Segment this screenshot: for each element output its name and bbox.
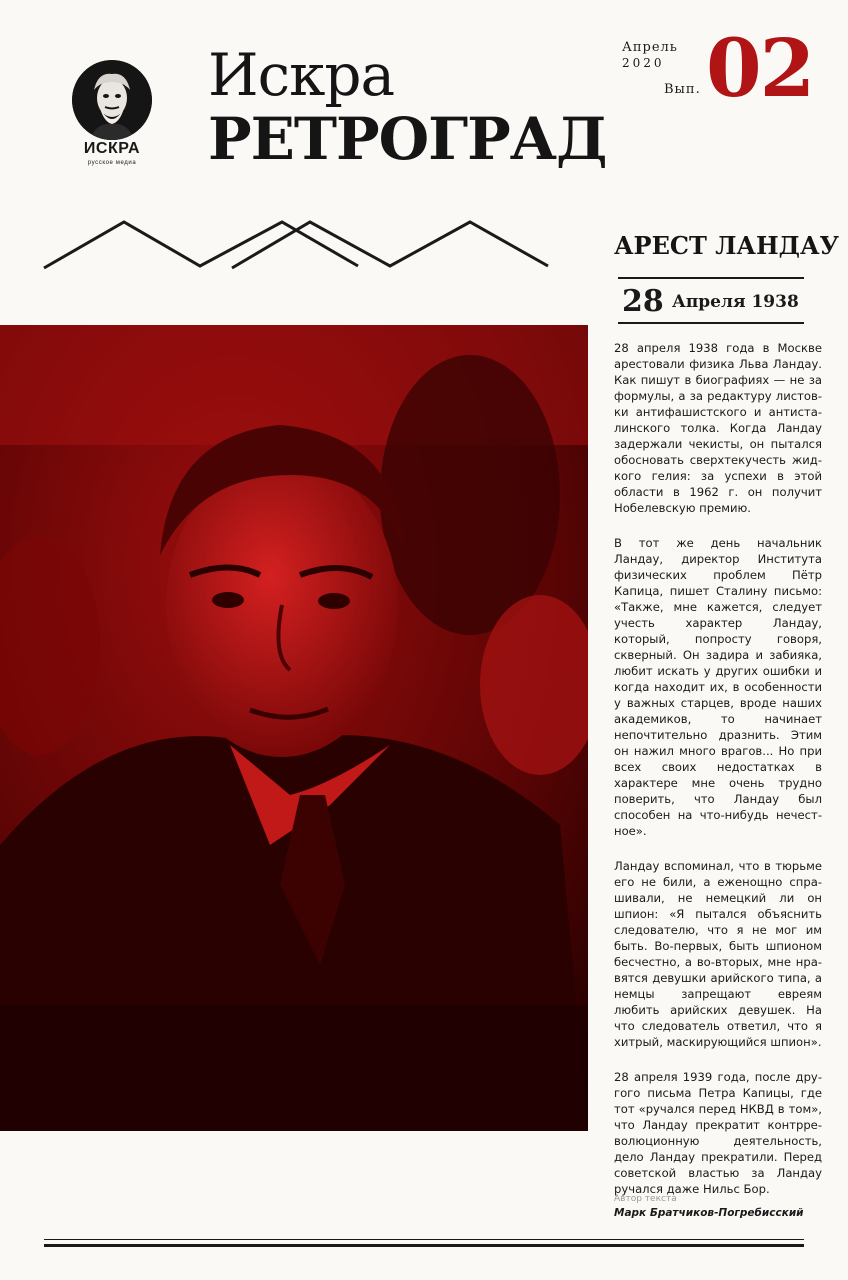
article-photo (0, 325, 588, 1131)
masthead-title-line2: РЕТРОГРАД (208, 105, 607, 173)
author-label: Автор текста (614, 1194, 677, 1204)
footer-rule-thin (44, 1239, 804, 1240)
logo-wordmark: ИСКРА (83, 140, 141, 157)
zigzag-ornament (40, 210, 560, 280)
masthead-title-line1: Искра (208, 41, 395, 109)
logo-tagline: русское медиа (87, 160, 137, 166)
issue-label: Вып. (664, 82, 701, 97)
logo-emblem (72, 60, 152, 140)
issue-year: 2020 (622, 56, 665, 70)
issue-number: 02 (706, 21, 814, 115)
headline-rule-top (618, 277, 804, 279)
footer-rule-thick (44, 1244, 804, 1247)
author-name: Марк Братчиков-Погребисский (614, 1207, 804, 1219)
article-paragraph: Ландау вспоминал, что в тюрьме его не били, а еженощно спрашивали, не немецкий ли он шпион: «Я пытался объяснить следователю, что я не мог им быть. Во-первых, быть шпионом бесчестно, а во-вторых, мне нравятся девушки арийского типа, а немцы запрещают евреям любить арийских девушек. На что следователь ответил, что я хитрый, маскирующийся шпион». (614, 859, 822, 1049)
article-paragraph: 28 апреля 1939 года, после другого письма Петра Капицы, где тот «ручался перед НКВД в том», что Ландау прекратит контрреволюционную деятельность, дело Ландау прекратили. Перед советской властью за Ландау ручался даже Нильс Бор. (614, 1070, 822, 1196)
article-paragraph: 28 апреля 1938 года в Москве арестовали физика Льва Ландау. Как пишут в биографиях — не за формулы, а за редактуру листовки антифашистского и антисталинского толка. Когда Ландау задержали чекисты, он пытался обосновать сверхтекучесть жидкого гелия: за успехи в этой области в 1962 г. он получит Нобелевскую премию. (614, 341, 822, 515)
article-date-day: 28 (622, 284, 664, 319)
headline-rule-bottom (618, 322, 804, 324)
portrait-icon (72, 60, 152, 140)
article-paragraph: В тот же день начальник Ландау, директор Института физических проблем Пётр Капица, пишет Сталину письмо: «Также, мне кажется, следует учесть характер Ландау, который, попросту говоря, скверный. Он задира и забияка, любит искать у других ошибки и когда находит их, в особенности у важных старцев, вроде наших академиков, то начинает непочтительно дразнить. Этим он нажил много врагов... Но при всех своих недостатках в характере мне очень трудно поверить, что Ландау был способен на что-нибудь нечестное». (614, 536, 822, 838)
article-body (614, 340, 822, 1216)
portrait-photo-icon (0, 325, 588, 1131)
article-date-month: Апреля 1938 (672, 292, 799, 312)
article-headline: АРЕСТ ЛАНДАУ (614, 231, 840, 260)
issue-month: Апрель (622, 40, 678, 55)
